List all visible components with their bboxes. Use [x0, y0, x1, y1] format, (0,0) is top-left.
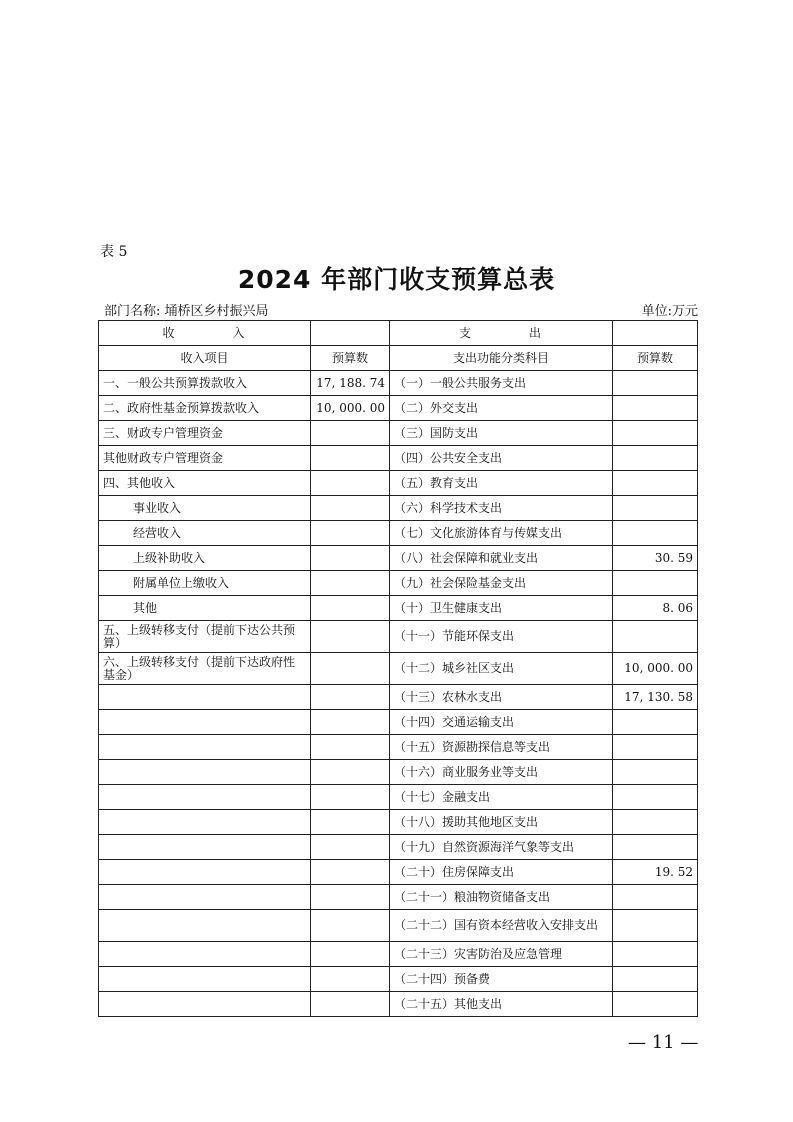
income-item-cell: 附属单位上缴收入	[99, 571, 311, 596]
table-row	[99, 910, 698, 942]
expense-amount-cell	[613, 967, 698, 992]
expense-item-cell: （二十）住房保障支出	[390, 860, 613, 885]
expense-amount-cell	[613, 371, 698, 396]
expense-amount-header: 预算数	[613, 346, 698, 371]
expense-item-cell: （二十五）其他支出	[390, 992, 613, 1017]
table-row	[99, 371, 698, 396]
income-amount-cell	[311, 942, 390, 967]
table-row	[99, 860, 698, 885]
expense-amount-cell	[613, 942, 698, 967]
expense-amount-cell	[613, 496, 698, 521]
expense-item-cell: （十二）城乡社区支出	[390, 653, 613, 685]
expense-amount-cell: 30. 59	[613, 546, 698, 571]
table-row	[99, 446, 698, 471]
page-number: — 11 —	[628, 1032, 699, 1053]
income-amount-cell	[311, 967, 390, 992]
budget-rows	[99, 371, 698, 1017]
expense-amount-cell	[613, 810, 698, 835]
income-item-cell	[99, 860, 311, 885]
income-amount-cell	[311, 992, 390, 1017]
expense-amount-cell	[613, 621, 698, 653]
expense-amount-cell	[613, 735, 698, 760]
empty-header-cell	[613, 321, 698, 346]
income-item-cell: 五、上级转移支付（提前下达公共预算）	[99, 621, 311, 653]
income-amount-cell	[311, 885, 390, 910]
income-item-cell: 其他财政专户管理资金	[99, 446, 311, 471]
page-title: 2024 年部门收支预算总表	[237, 265, 556, 294]
expense-amount-cell	[613, 421, 698, 446]
table-row	[99, 735, 698, 760]
expense-amount-cell	[613, 571, 698, 596]
expense-item-cell: （十一）节能环保支出	[390, 621, 613, 653]
expense-item-cell: （二十一）粮油物资储备支出	[390, 885, 613, 910]
budget-table	[98, 320, 698, 1017]
table-row	[99, 571, 698, 596]
expense-amount-cell	[613, 521, 698, 546]
table-row	[99, 885, 698, 910]
income-item-cell: 一、一般公共预算拨款收入	[99, 371, 311, 396]
table-row	[99, 760, 698, 785]
income-amount-cell	[311, 621, 390, 653]
expense-amount-cell: 10, 000. 00	[613, 653, 698, 685]
income-amount-cell	[311, 710, 390, 735]
income-item-cell	[99, 810, 311, 835]
expense-item-cell: （五）教育支出	[390, 471, 613, 496]
expense-amount-cell	[613, 446, 698, 471]
income-item-cell	[99, 910, 311, 942]
expense-item-cell: （六）科学技术支出	[390, 496, 613, 521]
income-amount-cell	[311, 496, 390, 521]
expense-item-cell: （三）国防支出	[390, 421, 613, 446]
expense-item-cell: （四）公共安全支出	[390, 446, 613, 471]
income-amount-cell: 17, 188. 74	[311, 371, 390, 396]
income-item-cell: 三、财政专户管理资金	[99, 421, 311, 446]
table-row	[99, 521, 698, 546]
table-row	[99, 710, 698, 735]
income-amount-cell	[311, 860, 390, 885]
income-amount-cell	[311, 910, 390, 942]
income-amount-cell: 10, 000. 00	[311, 396, 390, 421]
expense-item-cell: （二十四）预备费	[390, 967, 613, 992]
table-row	[99, 653, 698, 685]
table-row	[99, 396, 698, 421]
income-amount-cell	[311, 471, 390, 496]
expense-amount-cell	[613, 471, 698, 496]
expense-item-cell: （十五）资源勘探信息等支出	[390, 735, 613, 760]
income-item-cell: 经营收入	[99, 521, 311, 546]
expense-amount-cell	[613, 785, 698, 810]
income-item-header: 收入项目	[99, 346, 311, 371]
expense-item-cell: （十三）农林水支出	[390, 685, 613, 710]
income-item-cell: 上级补助收入	[99, 546, 311, 571]
expense-item-cell: （九）社会保险基金支出	[390, 571, 613, 596]
expense-amount-cell	[613, 885, 698, 910]
expense-item-cell: （二十二）国有资本经营收入安排支出	[390, 910, 613, 942]
income-item-cell	[99, 942, 311, 967]
income-item-cell: 其他	[99, 596, 311, 621]
income-item-cell: 六、上级转移支付（提前下达政府性基金）	[99, 653, 311, 685]
income-item-cell	[99, 735, 311, 760]
expense-item-cell: （八）社会保障和就业支出	[390, 546, 613, 571]
expense-item-cell: （十）卫生健康支出	[390, 596, 613, 621]
expense-amount-cell: 17, 130. 58	[613, 685, 698, 710]
income-group-header: 收 入	[99, 321, 311, 346]
expense-amount-cell: 19. 52	[613, 860, 698, 885]
expense-amount-cell	[613, 396, 698, 421]
expense-amount-cell: 8. 06	[613, 596, 698, 621]
income-amount-cell	[311, 571, 390, 596]
income-amount-cell	[311, 521, 390, 546]
income-amount-cell	[311, 446, 390, 471]
expense-group-header: 支 出	[390, 321, 613, 346]
expense-item-cell: （十四）交通运输支出	[390, 710, 613, 735]
income-item-cell: 二、政府性基金预算拨款收入	[99, 396, 311, 421]
table-row	[99, 685, 698, 710]
income-amount-cell	[311, 421, 390, 446]
empty-header-cell	[311, 321, 390, 346]
income-amount-cell	[311, 835, 390, 860]
income-item-cell	[99, 785, 311, 810]
table-row	[99, 992, 698, 1017]
income-amount-cell	[311, 785, 390, 810]
table-row	[99, 942, 698, 967]
expense-amount-cell	[613, 910, 698, 942]
income-item-cell	[99, 835, 311, 860]
table-number: 表 5	[100, 244, 128, 260]
table-row	[99, 496, 698, 521]
expense-item-header: 支出功能分类科目	[390, 346, 613, 371]
expense-item-cell: （七）文化旅游体育与传媒支出	[390, 521, 613, 546]
expense-item-cell: （十九）自然资源海洋气象等支出	[390, 835, 613, 860]
income-item-cell	[99, 710, 311, 735]
income-amount-cell	[311, 653, 390, 685]
table-row	[99, 546, 698, 571]
income-item-cell	[99, 885, 311, 910]
expense-item-cell: （二十三）灾害防治及应急管理	[390, 942, 613, 967]
department-name: 部门名称: 埇桥区乡村振兴局	[104, 304, 269, 319]
income-amount-cell	[311, 735, 390, 760]
expense-item-cell: （二）外交支出	[390, 396, 613, 421]
table-row	[99, 835, 698, 860]
table-row	[99, 785, 698, 810]
income-amount-cell	[311, 546, 390, 571]
income-amount-header: 预算数	[311, 346, 390, 371]
expense-item-cell: （一）一般公共服务支出	[390, 371, 613, 396]
income-item-cell	[99, 967, 311, 992]
income-item-cell	[99, 685, 311, 710]
expense-item-cell: （十七）金融支出	[390, 785, 613, 810]
income-item-cell: 事业收入	[99, 496, 311, 521]
income-amount-cell	[311, 596, 390, 621]
income-amount-cell	[311, 760, 390, 785]
table-row	[99, 810, 698, 835]
income-item-cell: 四、其他收入	[99, 471, 311, 496]
expense-amount-cell	[613, 760, 698, 785]
income-amount-cell	[311, 685, 390, 710]
expense-amount-cell	[613, 992, 698, 1017]
expense-amount-cell	[613, 710, 698, 735]
table-row	[99, 967, 698, 992]
table-row	[99, 421, 698, 446]
table-row	[99, 596, 698, 621]
expense-item-cell: （十八）援助其他地区支出	[390, 810, 613, 835]
table-row	[99, 621, 698, 653]
table-row	[99, 471, 698, 496]
expense-item-cell: （十六）商业服务业等支出	[390, 760, 613, 785]
expense-amount-cell	[613, 835, 698, 860]
income-item-cell	[99, 992, 311, 1017]
unit-label: 单位:万元	[641, 304, 698, 319]
income-amount-cell	[311, 810, 390, 835]
income-item-cell	[99, 760, 311, 785]
